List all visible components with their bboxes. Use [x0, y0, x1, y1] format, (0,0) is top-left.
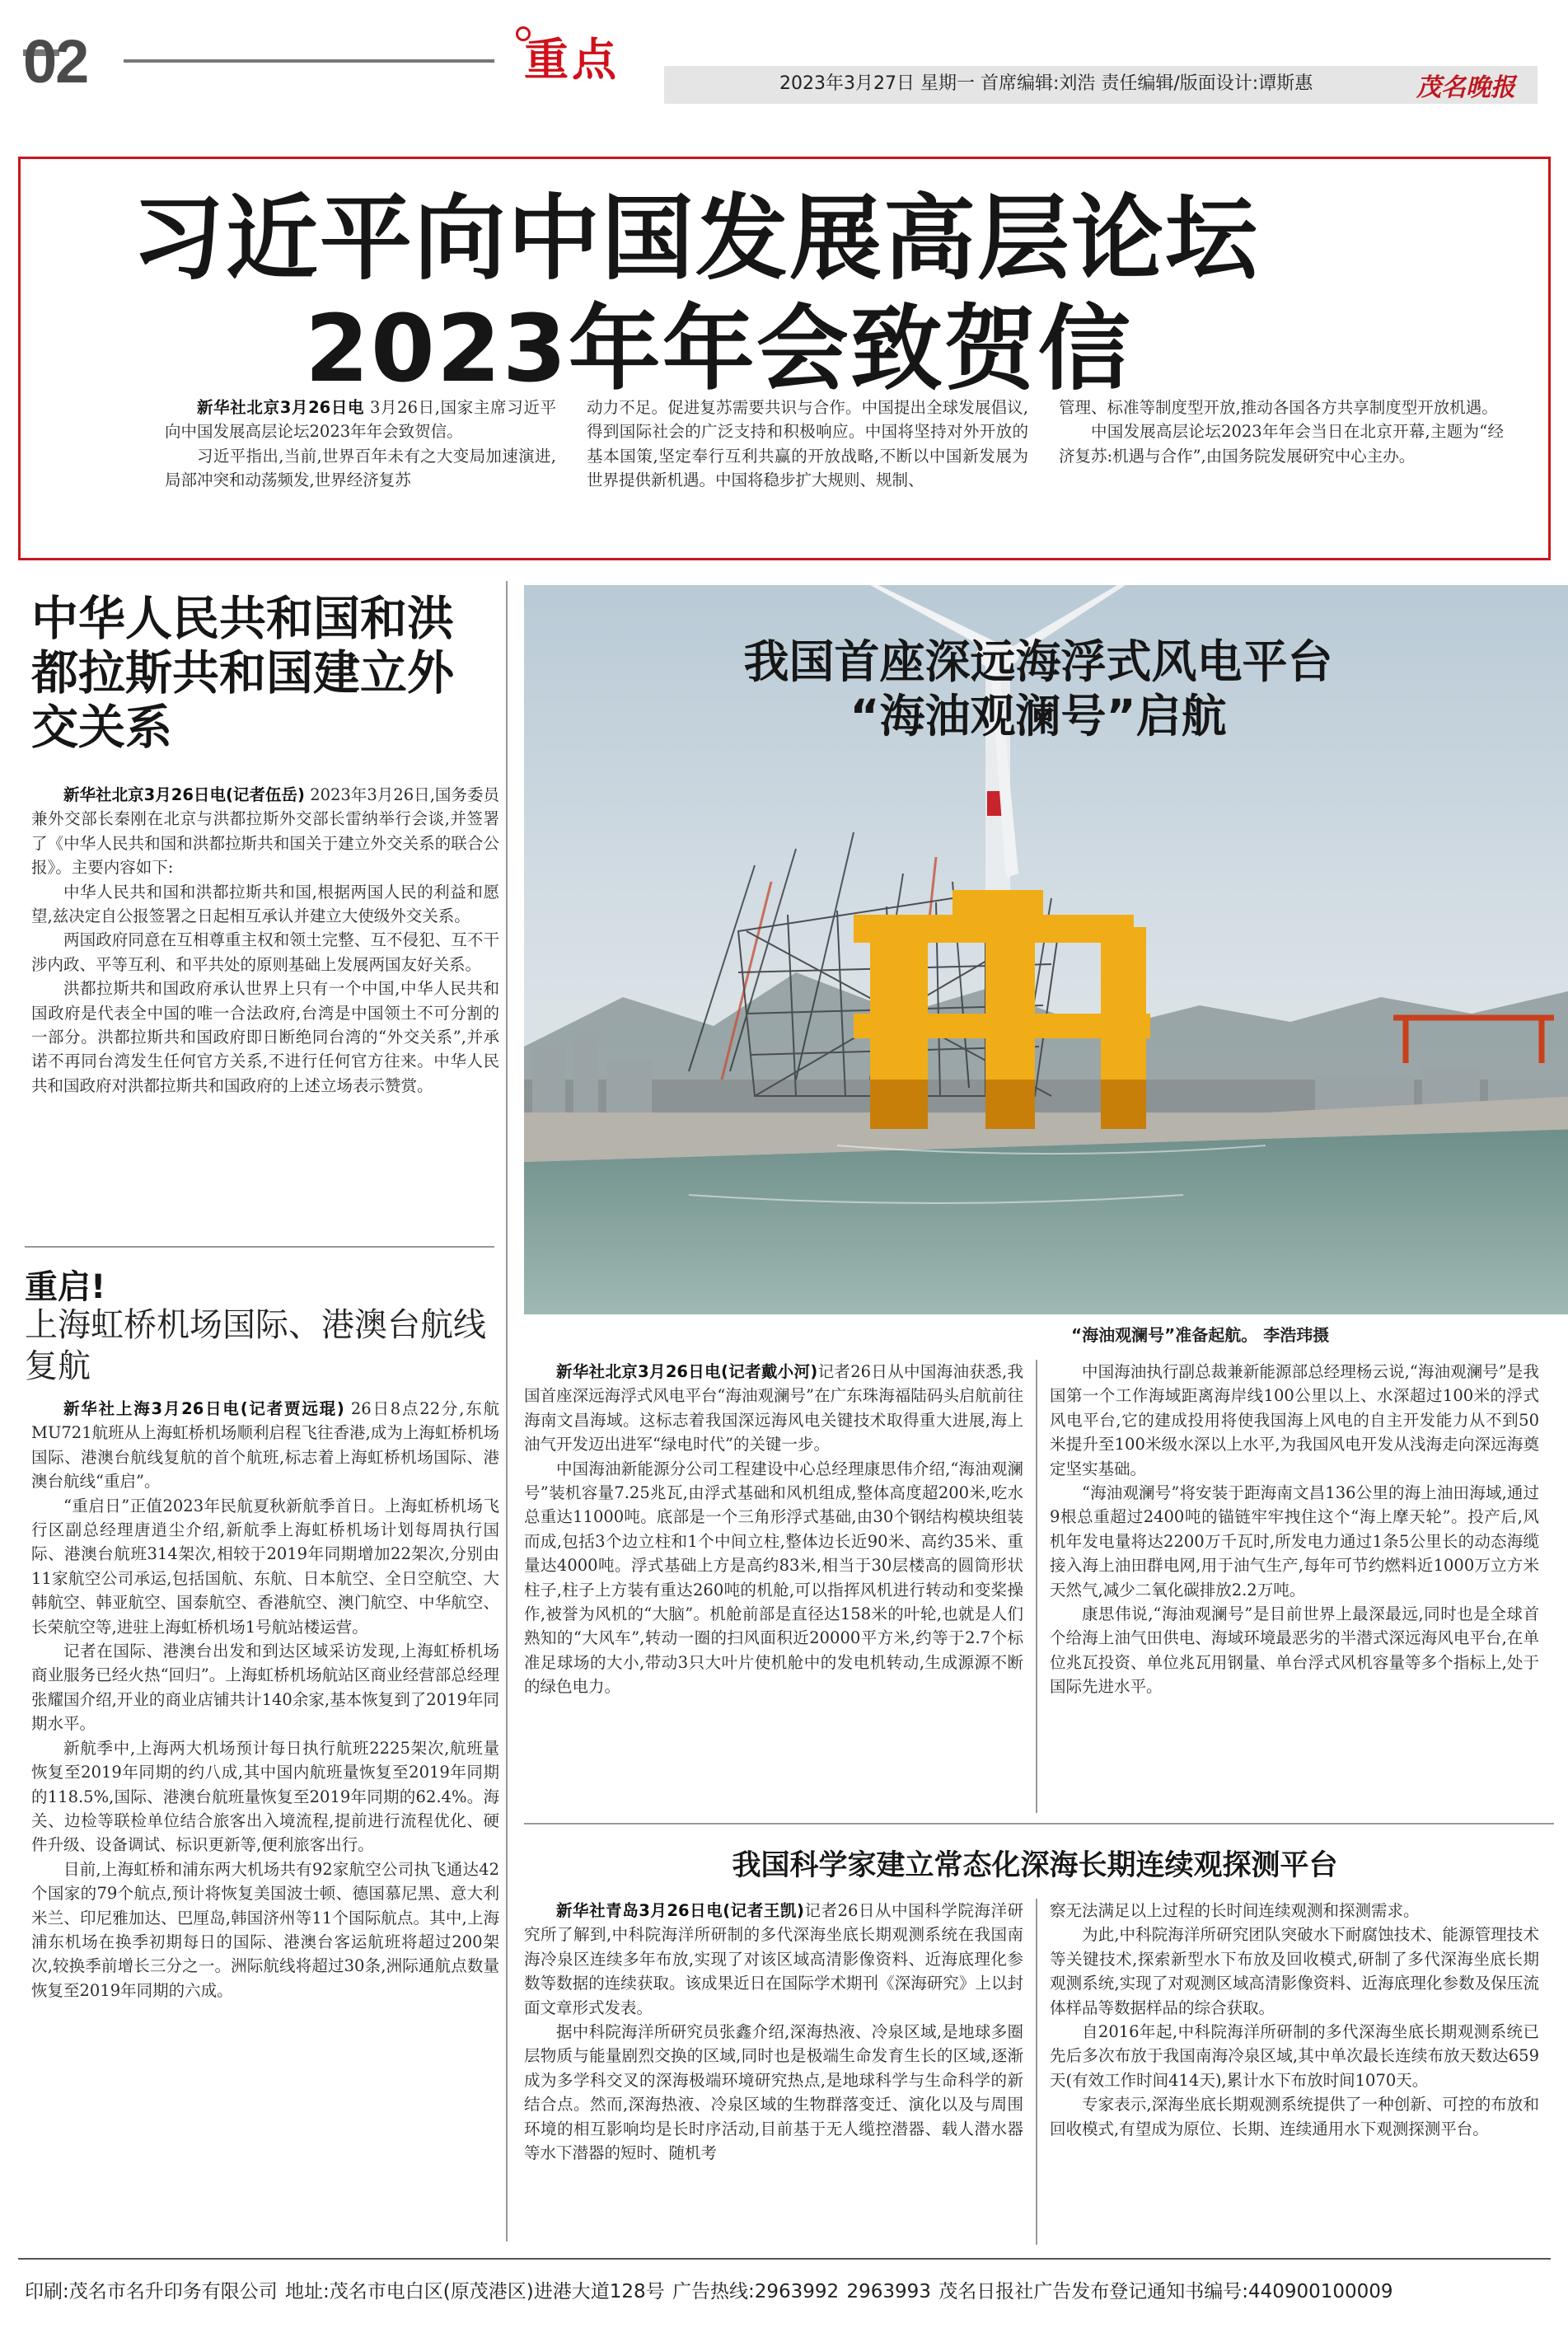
diplomacy-paragraph: 洪都拉斯共和国政府承认世界上只有一个中国,中华人民共和国政府是代表全中国的唯一合法政府,台湾是中国领土不可分割的一部分。洪都拉斯共和国政府即日断绝同台湾的“外交关系”,并承诺不再同台湾发生任何官方关系,不进行任何官方往来。中华人民共和国政府对洪都拉斯共和国政府的上述立场表示赞赏。: [31, 979, 499, 1095]
diplomacy-paragraph: 2023年3月26日,国务委员兼外交部长秦刚在北京与洪都拉斯外交部长雷纳举行会谈,并签署了《中华人民共和国和洪都拉斯共和国关于建立外交关系的联合公报》。主要内容如下:: [31, 785, 500, 878]
diplomacy-body: [31, 783, 499, 1098]
column-divider: [506, 581, 508, 2241]
column-divider: [1036, 1899, 1037, 2245]
hongqiao-paragraph: “重启日”正值2023年民航夏秋新航季首日。上海虹桥机场飞行区副总经理唐逍尘介绍,新航季上海虹桥机场计划每周执行国际、港澳台航班314架次,相较于2019年同期增加22架次,分别由11家航空公司承运,包括国航、东航、日本航空、全日空航空、大韩航空、韩亚航空、国泰航空、香港航空、澳门航空、中华航空、长荣航空等,进驻上海虹桥机场1号航站楼运营。: [31, 1496, 499, 1637]
section-divider: [25, 1246, 494, 1248]
wind-paragraph: 中国海油执行副总裁兼新能源部总经理杨云说,“海油观澜号”是我国第一个工作海域距离海岸线100公里以上、水深超过100米的浮式风电平台,它的建成投用将使我国海上风电的自主开发能力从不到50米提升至100米级水深以上水平,为我国风电开发从浅海走向深远海奠定坚实基础。: [1050, 1362, 1539, 1478]
section-divider: [524, 1823, 1554, 1824]
top-story-title-line1: 习近平向中国发展高层论坛: [132, 185, 1259, 293]
top-story-column-3: [1059, 396, 1504, 468]
wind-paragraph: “海油观澜号”将安装于距海南文昌136公里的海上油田海域,通过9根总重超过2400吨的锚链牢牢拽住这个“海上摩天轮”。投产后,风机年发电量将达2200万千瓦时,所发电力通过1条5公里长的动态海缆接入海上油田群电网,用于油气生产,每年可节约燃料近1000万立方米天然气,减少二氧化碳排放2.2万吨。: [1050, 1483, 1539, 1600]
wind-column-2: [1050, 1360, 1539, 1699]
science-column-1: [524, 1899, 1023, 2165]
wind-dateline: 新华社北京3月26日电(记者戴小河): [556, 1362, 818, 1381]
wind-paragraph: 康思伟说,“海油观澜号”是目前世界上最深最远,同时也是全球首个给海上油气田供电、海域环境最恶劣的半潜式深远海风电平台,在单位兆瓦投资、单位兆瓦用钢量、单台浮式风机容量等多个指标上,处于国际先进水平。: [1050, 1604, 1539, 1697]
top-story-dateline: 新华社北京3月26日电: [197, 398, 365, 417]
hongqiao-kicker: 重启!: [25, 1268, 106, 1306]
top-story-paragraph: 管理、标准等制度型开放,推动各国各方共享制度型开放机遇。: [1059, 398, 1498, 417]
footer-imprint: 印刷:茂名市名升印务有限公司 地址:茂名市电白区(原茂港区)进港大道128号 广告热线:2963992 2963993 茂名日报社广告发布登记通知书编号:440900100009: [25, 2281, 1393, 2302]
hongqiao-paragraph: 记者在国际、港澳台出发和到达区域采访发现,上海虹桥机场商业服务已经火热“回归”。上海虹桥机场航站区商业经营部总经理张耀国介绍,开业的商业店铺共计140余家,基本恢复到了2019年同期水平。: [31, 1642, 499, 1734]
science-dateline: 新华社青岛3月26日电(记者王凯): [556, 1901, 804, 1920]
science-paragraph: 据中科院海洋所研究员张鑫介绍,深海热液、冷泉区域,是地球多圈层物质与能量剧烈交换的区域,同时也是极端生命发育生长的区域,逐渐成为多学科交叉的深海极端环境研究热点,是地球科学与生命科学的新结合点。然而,深海热液、冷泉区域的生物群落变迁、演化以及与周围环境的相互影响均是长时序活动,目前基于无人缆控潜器、载人潜水器等水下潜器的短时、随机考: [524, 2022, 1023, 2163]
wind-title: [577, 635, 1500, 743]
science-paragraph: 为此,中科院海洋所研究团队突破水下耐腐蚀技术、能源管理技术等关键技术,探索新型水下布放及回收模式,研制了多代深海坐底长期观测系统,实现了对观测区域高清影像资料、近海底理化参数及保压流体样品等数据样品的综合获取。: [1050, 1925, 1539, 2017]
hongqiao-paragraph: 26日8点22分,东航MU721航班从上海虹桥机场顺利启程飞往香港,成为上海虹桥机场国际、港澳台航线复航的首个航班,标志着上海虹桥机场国际、港澳台航线“重启”。: [31, 1399, 500, 1492]
science-paragraph: 专家表示,深海坐底长期观测系统提供了一种创新、可控的布放和回收模式,有望成为原位、长期、连续通用水下观测探测平台。: [1050, 2095, 1539, 2138]
newspaper-logo: 茂名晚报: [1416, 73, 1515, 102]
footer-rule: [18, 2258, 1551, 2260]
wind-column-1: [524, 1360, 1023, 1699]
wind-title-line2: “海油观澜号”启航: [850, 690, 1227, 742]
top-story-paragraph: 3月26日,国家主席习近平向中国发展高层论坛2023年年会致贺信。: [165, 398, 556, 442]
wind-paragraph: 中国海油新能源分公司工程建设中心总经理康思伟介绍,“海油观澜号”装机容量7.25兆瓦,由浮式基础和风机组成,整体高度超200米,吃水总重达11000吨。底部是一个三角形浮式基础,由30个钢结构模块组装而成,包括3个边立柱和1个中间立柱,整体边长近90米、高约35米、重量达4000吨。浮式基础上方是高约83米,相当于30层楼高的圆筒形状柱子,柱子上方装有重达260吨的机舱,可以指挥风机进行转动和变桨操作,被誉为风机的“大脑”。机舱前部是直径达158米的叶轮,也就是人们熟知的“大风车”,转动一圈的扫风面积近20000平方米,约等于2.7个标准足球场的大小,带动3只大叶片使机舱中的发电机转动,生成源源不断的绿色电力。: [524, 1459, 1023, 1697]
diplomacy-paragraph: 中华人民共和国和洪都拉斯共和国,根据两国人民的利益和愿望,兹决定自公报签署之日起相互承认并建立大使级外交关系。: [31, 882, 499, 926]
page-number: 02: [23, 27, 88, 96]
science-paragraph: 记者26日从中国科学院海洋研究所了解到,中科院海洋所研制的多代深海坐底长期观测系统在我国南海冷泉区连续多年布放,实现了对该区域高清影像资料、近海底理化参数等数据的连续获取。该成果近日在国际学术期刊《深海研究》上以封面文章形式发表。: [524, 1901, 1023, 2017]
diplomacy-paragraph: 两国政府同意在互相尊重主权和领土完整、互不侵犯、互不干涉内政、平等互利、和平共处的原则基础上发展两国友好关系。: [31, 930, 499, 974]
hongqiao-dateline: 新华社上海3月26日电(记者贾远琨): [63, 1399, 344, 1418]
header-meta: 2023年3月27日 星期一 首席编辑:刘浩 责任编辑/版面设计:谭斯惠: [779, 73, 1313, 94]
top-story-column-2: [587, 396, 1028, 493]
top-story-title-line2: 2023年年会致贺信: [305, 296, 1132, 403]
science-paragraph: 自2016年起,中科院海洋所研制的多代深海坐底长期观测系统已先后多次布放于我国南海冷泉区域,其中单次最长连续布放天数达659天(有效工作时间414天),累计水下布放时间1070天。: [1050, 2022, 1539, 2090]
science-column-2: [1050, 1899, 1539, 2141]
science-title: 我国科学家建立常态化深海长期连续观探测平台: [732, 1849, 1338, 1882]
header-rule: [124, 59, 494, 63]
hongqiao-paragraph: 目前,上海虹桥和浦东两大机场共有92家航空公司执飞通达42个国家的79个航点,预计将恢复美国波士顿、德国慕尼黑、意大利米兰、印尼雅加达、巴厘岛,韩国济州等11个国际航点。其中,上海浦东机场在换季初期每日的国际、港澳台客运航班将超过200架次,较换季前增长三分之一。洲际航线将超过30条,洲际通航点数量恢复至2019年同期的六成。: [31, 1859, 499, 2000]
wind-paragraph: 记者26日从中国海油获悉,我国首座深远海浮式风电平台“海油观澜号”在广东珠海福陆码头启航前往海南文昌海域。这标志着我国深远海风电关键技术取得重大进展,海上油气开发迈出进军“绿电时代”的关键一步。: [524, 1362, 1023, 1454]
wind-title-line1: 我国首座深远海浮式风电平台: [743, 635, 1333, 688]
section-tag-circle-icon: [516, 26, 531, 41]
photo-caption: “海油观澜号”准备起航。 李浩玮摄: [1071, 1325, 1330, 1345]
hongqiao-body: [31, 1397, 499, 2002]
hongqiao-title: 上海虹桥机场国际、港澳台航线复航: [25, 1306, 486, 1385]
diplomacy-dateline: 新华社北京3月26日电(记者伍岳): [63, 785, 305, 804]
top-story-column-1: [165, 396, 556, 493]
top-story-paragraph: 中国发展高层论坛2023年年会当日在北京开幕,主题为“经济复苏:机遇与合作”,由国务院发展研究中心主办。: [1059, 422, 1504, 466]
diplomacy-title: 中华人民共和国和洪都拉斯共和国建立外交关系: [31, 592, 454, 755]
top-story-paragraph: 习近平指出,当前,世界百年未有之大变局加速演进,局部冲突和动荡频发,世界经济复苏: [165, 446, 556, 490]
section-tag: [524, 25, 648, 86]
science-paragraph: 察无法满足以上过程的长时间连续观测和探测需求。: [1050, 1901, 1420, 1920]
column-divider: [1036, 1360, 1037, 1813]
section-tag-label: 重点: [524, 33, 620, 86]
top-story-paragraph: 动力不足。促进复苏需要共识与合作。中国提出全球发展倡议,得到国际社会的广泛支持和积极响应。中国将坚持对外开放的基本国策,坚定奉行互利共赢的开放战略,不断以中国新发展为世界提供新机遇。中国将稳步扩大规则、规制、: [587, 398, 1028, 490]
hongqiao-paragraph: 新航季中,上海两大机场预计每日执行航班2225架次,航班量恢复至2019年同期的约八成,其中国内航班量恢复至2019年同期的118.5%,国际、港澳台航班量恢复至2019年同期的62.4%。海关、边检等联检单位结合旅客出入境流程,提前进行流程优化、硬件升级、设备调试、标识更新等,便利旅客出行。: [31, 1738, 499, 1855]
